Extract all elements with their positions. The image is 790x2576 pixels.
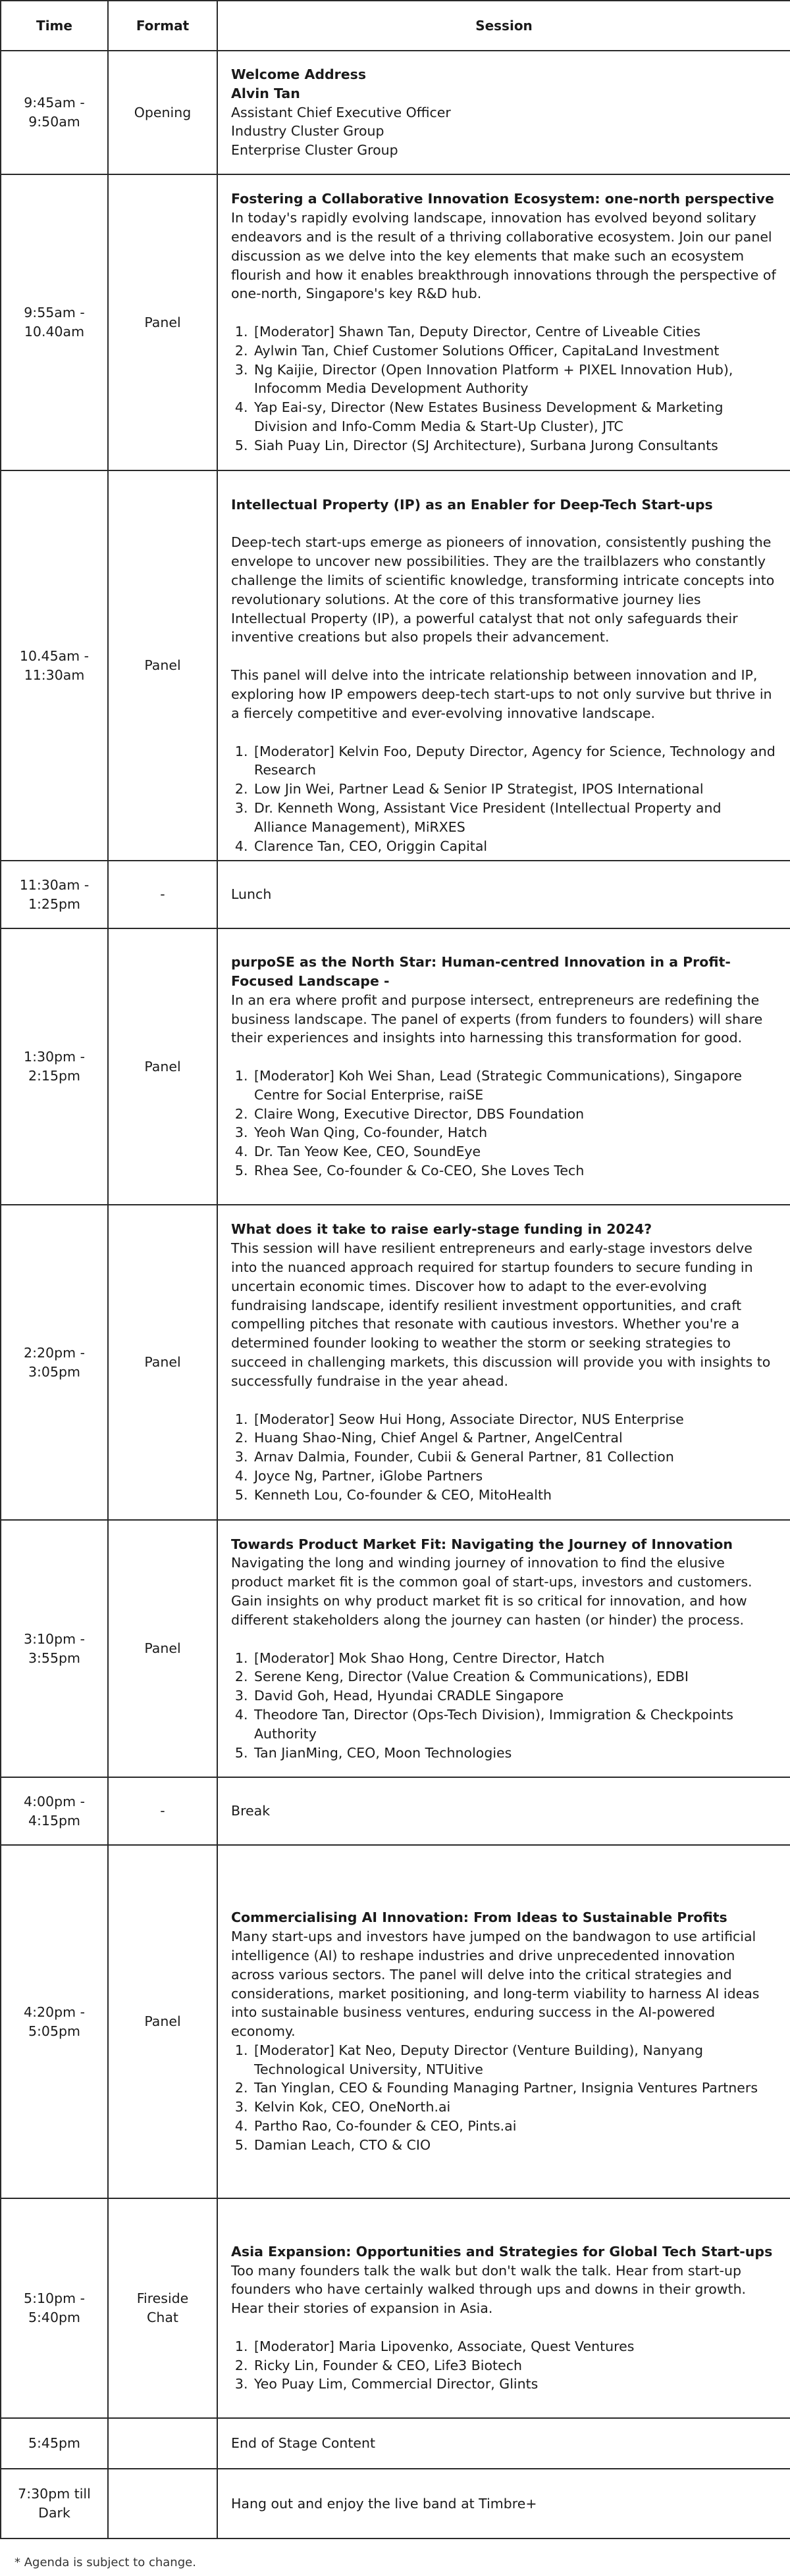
- time-cell: 5:10pm - 5:40pm: [1, 2198, 108, 2418]
- format-cell: -: [108, 861, 217, 928]
- time-cell: 4:00pm - 4:15pm: [1, 1777, 108, 1845]
- list-item: 5. Damian Leach, CTO & CIO: [252, 2136, 778, 2155]
- spacer: [231, 2318, 778, 2337]
- table-row: [1, 1520, 790, 1777]
- session-cell: [217, 174, 790, 470]
- list-item: 2. Huang Shao-Ning, Chief Angel & Partner, AngelCentral: [252, 1428, 778, 1448]
- table-row: [1, 2198, 790, 2418]
- list-item: 2. Aylwin Tan, Chief Customer Solutions Officer, CapitaLand Investment: [252, 341, 778, 361]
- session-title: purpoSE as the North Star: Human-centred Innovation in a Profit-Focused Landscape -: [231, 954, 731, 989]
- spacer: [231, 303, 778, 322]
- spacer: [231, 514, 778, 533]
- list-item: 3. David Goh, Head, Hyundai CRADLE Singapore: [252, 1686, 778, 1705]
- list-item: 3. Yeoh Wan Qing, Co-founder, Hatch: [252, 1123, 778, 1142]
- list-item: 2. Serene Keng, Director (Value Creation & Communications), EDBI: [252, 1667, 778, 1686]
- session-description: This session will have resilient entrepreneurs and early-stage investors delve into the nuanced approach required for startup founders to secure funding in uncertain economic times. Discover how to adapt to the ever-evolving fundraising landscape, identify resilient investment opportunities, and craft compelling pitches that resonate with cautious investors. Whether you're a determined founder looking to weather the storm or seeking strategies to succeed in challenging markets, this discussion will provide you with insights to successfully fundraise in the year ahead.: [231, 1240, 771, 1389]
- table-row: [1, 1845, 790, 2198]
- session-description: Too many founders talk the walk but don't walk the talk. Hear from start-up founders who have certainly walked through ups and downs in their growth. Hear their stories of expansion in Asia.: [231, 2262, 747, 2317]
- table-row: [1, 861, 790, 928]
- list-item: 3. Kelvin Kok, CEO, OneNorth.ai: [252, 2098, 778, 2117]
- session-cell: [217, 470, 790, 861]
- list-item: 1. [Moderator] Seow Hui Hong, Associate Director, NUS Enterprise: [252, 1410, 778, 1429]
- session-description: In an era where profit and purpose intersect, entrepreneurs are redefining the business landscape. The panel of experts (from funders to founders) will share their experiences and insights into harnessing this transformation for good.: [231, 992, 763, 1046]
- table-row: [1, 2418, 790, 2469]
- list-item: 1. [Moderator] Shawn Tan, Deputy Director, Centre of Liveable Cities: [252, 322, 778, 341]
- time-cell: 7:30pm till Dark: [1, 2469, 108, 2538]
- time-cell: 9:45am - 9:50am: [1, 51, 108, 174]
- table-row: [1, 51, 790, 174]
- session-description: Deep-tech start-ups emerge as pioneers of innovation, consistently pushing the envelope to uncover new possibilities. They are the trailblazers who constantly challenge the limits of scientific knowledge, transforming intricate concepts into revolutionary solutions. At the core of this transformative journey lies Intellectual Property (IP), a powerful catalyst that not only safeguards their inventive creations but also propels their advancement.: [231, 534, 775, 645]
- speaker-name: Alvin Tan: [231, 85, 300, 101]
- format-cell: Panel: [108, 1205, 217, 1520]
- speaker-role: Enterprise Cluster Group: [231, 142, 398, 159]
- panelist-list: [231, 742, 778, 856]
- spacer: [231, 1391, 778, 1410]
- session-description: Navigating the long and winding journey of innovation to find the elusive product market fit is the common goal of start-ups, investors and customers. Gain insights on why product market fit is so critical for innovation, and how different stakeholders along the journey can hasten (or hinder) the process.: [231, 1555, 752, 1628]
- list-item: 4. Joyce Ng, Partner, iGlobe Partners: [252, 1467, 778, 1486]
- session-description: In today's rapidly evolving landscape, innovation has evolved beyond solitary endeavors and is the result of a thriving collaborative ecosystem. Join our panel discussion as we delve into the key elements that make such an ecosystem flourish and how it enables breakthrough innovations through the perspective of one-north, Singapore's key R&D hub.: [231, 210, 776, 302]
- format-cell: Panel: [108, 928, 217, 1205]
- session-cell: [217, 1845, 790, 2198]
- list-item: 5. Rhea See, Co-founder & Co-CEO, She Loves Tech: [252, 1161, 778, 1180]
- session-cell: [217, 861, 790, 928]
- panelist-list: [231, 1067, 778, 1180]
- spacer: [231, 1048, 778, 1067]
- panelist-list: [231, 2337, 778, 2394]
- session-title: Commercialising AI Innovation: From Ideas to Sustainable Profits: [231, 1909, 727, 1926]
- list-item: 1. [Moderator] Mok Shao Hong, Centre Director, Hatch: [252, 1649, 778, 1668]
- format-cell: Panel: [108, 470, 217, 861]
- session-text: End of Stage Content: [231, 2435, 376, 2452]
- spacer: [231, 647, 778, 666]
- format-cell: [108, 2418, 217, 2469]
- format-cell: Opening: [108, 51, 217, 174]
- time-cell: 4:20pm - 5:05pm: [1, 1845, 108, 2198]
- list-item: 3. Arnav Dalmia, Founder, Cubii & General Partner, 81 Collection: [252, 1448, 778, 1467]
- time-cell: 3:10pm - 3:55pm: [1, 1520, 108, 1777]
- format-cell: -: [108, 1777, 217, 1845]
- session-cell: [217, 1520, 790, 1777]
- session-title: What does it take to raise early-stage funding in 2024?: [231, 1221, 652, 1238]
- session-description: Many start-ups and investors have jumped on the bandwagon to use artificial intelligence (AI) to reshape industries and drive unprecedented innovation across various sectors. The panel will delve into the critical strategies and considerations, market positioning, and long-term viability to harness AI ideas into sustainable business ventures, enduring success in the AI-powered economy.: [231, 1929, 760, 2040]
- session-text: Break: [231, 1803, 271, 1819]
- session-title: Towards Product Market Fit: Navigating the Journey of Innovation: [231, 1536, 733, 1552]
- session-cell: [217, 51, 790, 174]
- list-item: 2. Claire Wong, Executive Director, DBS Foundation: [252, 1105, 778, 1124]
- list-item: 4. Partho Rao, Co-founder & CEO, Pints.ai: [252, 2117, 778, 2136]
- list-item: 5. Tan JianMing, CEO, Moon Technologies: [252, 1744, 778, 1763]
- format-cell: Fireside Chat: [108, 2198, 217, 2418]
- session-cell: [217, 1205, 790, 1520]
- format-cell: Panel: [108, 1520, 217, 1777]
- table-row: [1, 1205, 790, 1520]
- session-title: Welcome Address: [231, 66, 367, 82]
- table-row: [1, 928, 790, 1205]
- table-row: [1, 2469, 790, 2538]
- spacer: [231, 1630, 778, 1649]
- speaker-role: Industry Cluster Group: [231, 123, 384, 139]
- table-row: [1, 174, 790, 470]
- session-text: Hang out and enjoy the live band at Timbre+: [231, 2495, 537, 2512]
- list-item: 2. Low Jin Wei, Partner Lead & Senior IP Strategist, IPOS International: [252, 780, 778, 799]
- panelist-list: [231, 322, 778, 455]
- list-item: 5. Siah Puay Lin, Director (SJ Architecture), Surbana Jurong Consultants: [252, 436, 778, 455]
- session-title: Fostering a Collaborative Innovation Ecosystem: one-north perspective: [231, 191, 774, 207]
- list-item: 4. Dr. Tan Yeow Kee, CEO, SoundEye: [252, 1142, 778, 1161]
- session-title: Intellectual Property (IP) as an Enabler for Deep-Tech Start-ups: [231, 496, 713, 513]
- list-item: 3. Ng Kaijie, Director (Open Innovation Platform + PIXEL Innovation Hub), Infocomm Media Development Authority: [252, 361, 778, 399]
- footnote: * Agenda is subject to change.: [14, 2556, 196, 2569]
- time-cell: 1:30pm - 2:15pm: [1, 928, 108, 1205]
- list-item: 1. [Moderator] Kat Neo, Deputy Director (Venture Building), Nanyang Technological University, NTUitive: [252, 2041, 778, 2079]
- header-format: Format: [108, 1, 217, 51]
- header-row: [1, 1, 790, 51]
- session-cell: [217, 1777, 790, 1845]
- session-description: This panel will delve into the intricate relationship between innovation and IP, exploring how IP empowers deep-tech start-ups to not only survive but thrive in a fiercely competitive and ever-evolving innovative landscape.: [231, 667, 772, 721]
- list-item: 1. [Moderator] Koh Wei Shan, Lead (Strategic Communications), Singapore Centre for Social Enterprise, raiSE: [252, 1067, 778, 1105]
- list-item: 3. Dr. Kenneth Wong, Assistant Vice President (Intellectual Property and Alliance Management), MiRXES: [252, 799, 778, 837]
- time-cell: 2:20pm - 3:05pm: [1, 1205, 108, 1520]
- header-time: Time: [1, 1, 108, 51]
- header-session: Session: [217, 1, 790, 51]
- time-cell: 10.45am - 11:30am: [1, 470, 108, 861]
- list-item: 2. Tan Yinglan, CEO & Founding Managing Partner, Insignia Ventures Partners: [252, 2079, 778, 2098]
- list-item: 4. Clarence Tan, CEO, Origgin Capital: [252, 837, 778, 856]
- list-item: 1. [Moderator] Kelvin Foo, Deputy Director, Agency for Science, Technology and Research: [252, 742, 778, 780]
- session-title: Asia Expansion: Opportunities and Strategies for Global Tech Start-ups: [231, 2243, 773, 2260]
- time-cell: 11:30am - 1:25pm: [1, 861, 108, 928]
- spacer: [231, 723, 778, 742]
- panelist-list: [231, 2041, 778, 2155]
- session-cell: [217, 2469, 790, 2538]
- list-item: 3. Yeo Puay Lim, Commercial Director, Glints: [252, 2375, 778, 2394]
- panelist-list: [231, 1649, 778, 1763]
- list-item: 1. [Moderator] Maria Lipovenko, Associate, Quest Ventures: [252, 2337, 778, 2356]
- list-item: 5. Kenneth Lou, Co-founder & CEO, MitoHealth: [252, 1486, 778, 1505]
- time-cell: 9:55am - 10.40am: [1, 174, 108, 470]
- format-cell: [108, 2469, 217, 2538]
- time-cell: 5:45pm: [1, 2418, 108, 2469]
- table-row: [1, 470, 790, 861]
- session-cell: [217, 2418, 790, 2469]
- list-item: 2. Ricky Lin, Founder & CEO, Life3 Biotech: [252, 2356, 778, 2375]
- agenda-body: [1, 51, 790, 2538]
- format-cell: Panel: [108, 1845, 217, 2198]
- session-text: Lunch: [231, 886, 272, 903]
- speaker-role: Assistant Chief Executive Officer: [231, 104, 451, 120]
- session-cell: [217, 928, 790, 1205]
- list-item: 4. Yap Eai-sy, Director (New Estates Business Development & Marketing Division and Info-Comm Media & Start-Up Cluster), JTC: [252, 398, 778, 436]
- panelist-list: [231, 1410, 778, 1505]
- table-row: [1, 1777, 790, 1845]
- list-item: 4. Theodore Tan, Director (Ops-Tech Division), Immigration & Checkpoints Authority: [252, 1705, 778, 1744]
- format-cell: Panel: [108, 174, 217, 470]
- session-cell: [217, 2198, 790, 2418]
